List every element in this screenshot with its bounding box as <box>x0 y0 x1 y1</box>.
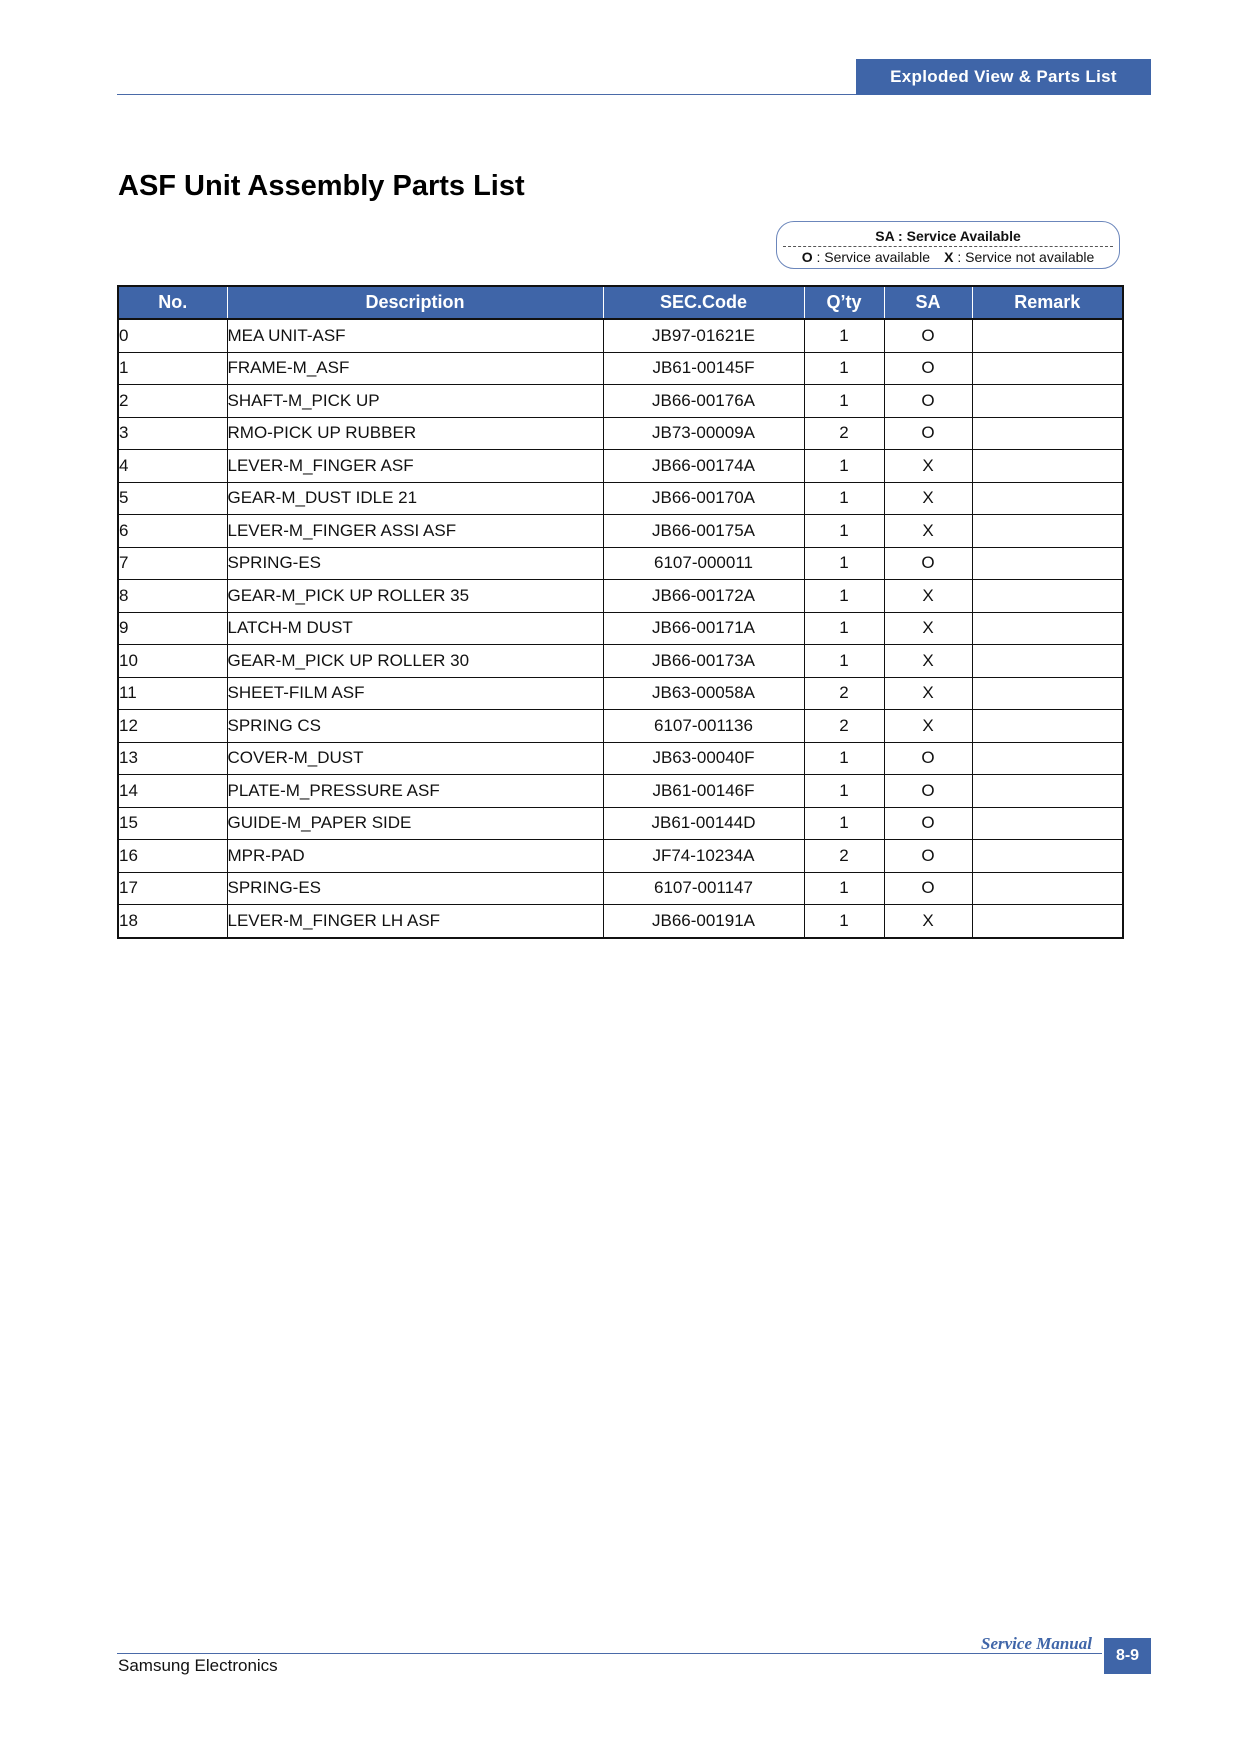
cell-sa: O <box>884 872 972 905</box>
table-row <box>118 515 1123 548</box>
table-row <box>118 352 1123 385</box>
table-row <box>118 807 1123 840</box>
cell-sa: X <box>884 677 972 710</box>
cell-description: SHEET-FILM ASF <box>227 677 603 710</box>
table-row <box>118 450 1123 483</box>
cell-remark <box>972 450 1123 483</box>
cell-description: MPR-PAD <box>227 840 603 873</box>
parts-table <box>117 285 1124 939</box>
cell-sec-code: JB63-00040F <box>603 742 804 775</box>
cell-no: 7 <box>118 547 227 580</box>
cell-qty: 1 <box>804 580 884 613</box>
cell-sec-code: JF74-10234A <box>603 840 804 873</box>
cell-no: 17 <box>118 872 227 905</box>
cell-sec-code: JB73-00009A <box>603 417 804 450</box>
cell-remark <box>972 319 1123 352</box>
cell-no: 18 <box>118 905 227 938</box>
cell-sa: X <box>884 482 972 515</box>
table-row <box>118 710 1123 743</box>
cell-description: SHAFT-M_PICK UP <box>227 385 603 418</box>
cell-qty: 1 <box>804 612 884 645</box>
cell-qty: 1 <box>804 547 884 580</box>
cell-no: 10 <box>118 645 227 678</box>
cell-remark <box>972 385 1123 418</box>
legend-o-text: : Service available <box>812 249 931 265</box>
cell-no: 9 <box>118 612 227 645</box>
cell-description: SPRING-ES <box>227 547 603 580</box>
cell-no: 13 <box>118 742 227 775</box>
cell-description: FRAME-M_ASF <box>227 352 603 385</box>
cell-sa: O <box>884 742 972 775</box>
table-row <box>118 905 1123 938</box>
cell-description: LEVER-M_FINGER ASSI ASF <box>227 515 603 548</box>
cell-remark <box>972 482 1123 515</box>
table-row <box>118 645 1123 678</box>
cell-qty: 1 <box>804 515 884 548</box>
cell-sec-code: JB66-00176A <box>603 385 804 418</box>
cell-qty: 1 <box>804 482 884 515</box>
cell-description: GEAR-M_PICK UP ROLLER 35 <box>227 580 603 613</box>
cell-sec-code: JB61-00144D <box>603 807 804 840</box>
cell-remark <box>972 515 1123 548</box>
cell-sa: X <box>884 645 972 678</box>
col-header-sa: SA <box>884 286 972 319</box>
col-header-qty: Q’ty <box>804 286 884 319</box>
cell-no: 14 <box>118 775 227 808</box>
cell-no: 11 <box>118 677 227 710</box>
cell-sec-code: JB66-00172A <box>603 580 804 613</box>
legend-title: SA : Service Available <box>875 228 1021 244</box>
cell-remark <box>972 645 1123 678</box>
cell-description: SPRING CS <box>227 710 603 743</box>
cell-remark <box>972 677 1123 710</box>
cell-sa: X <box>884 905 972 938</box>
cell-sa: O <box>884 417 972 450</box>
cell-qty: 1 <box>804 775 884 808</box>
cell-qty: 1 <box>804 319 884 352</box>
table-row <box>118 482 1123 515</box>
cell-sa: O <box>884 385 972 418</box>
cell-sa: X <box>884 450 972 483</box>
cell-remark <box>972 417 1123 450</box>
table-row <box>118 677 1123 710</box>
col-header-remark: Remark <box>972 286 1123 319</box>
table-row <box>118 319 1123 352</box>
cell-sec-code: JB66-00175A <box>603 515 804 548</box>
cell-sec-code: JB61-00145F <box>603 352 804 385</box>
cell-description: PLATE-M_PRESSURE ASF <box>227 775 603 808</box>
cell-sec-code: JB66-00174A <box>603 450 804 483</box>
cell-sec-code: JB66-00171A <box>603 612 804 645</box>
cell-sec-code: JB66-00173A <box>603 645 804 678</box>
cell-sec-code: JB97-01621E <box>603 319 804 352</box>
col-header-sec-code: SEC.Code <box>603 286 804 319</box>
legend-keys <box>777 249 1119 265</box>
table-row <box>118 775 1123 808</box>
cell-description: LATCH-M DUST <box>227 612 603 645</box>
cell-sa: X <box>884 515 972 548</box>
cell-no: 0 <box>118 319 227 352</box>
cell-sa: X <box>884 580 972 613</box>
footer-company: Samsung Electronics <box>118 1656 278 1675</box>
footer-manual-label: Service Manual <box>981 1634 1092 1653</box>
cell-remark <box>972 710 1123 743</box>
cell-qty: 1 <box>804 905 884 938</box>
parts-table-body <box>118 319 1123 938</box>
cell-sa: X <box>884 612 972 645</box>
cell-qty: 1 <box>804 807 884 840</box>
legend-o-key: O <box>801 249 813 265</box>
cell-description: RMO-PICK UP RUBBER <box>227 417 603 450</box>
cell-no: 5 <box>118 482 227 515</box>
section-title-tab: Exploded View & Parts List <box>856 59 1151 95</box>
col-header-no: No. <box>118 286 227 319</box>
cell-remark <box>972 840 1123 873</box>
cell-sa: O <box>884 840 972 873</box>
cell-no: 1 <box>118 352 227 385</box>
page-number: 8-9 <box>1104 1638 1151 1674</box>
cell-qty: 1 <box>804 872 884 905</box>
table-row <box>118 612 1123 645</box>
cell-no: 2 <box>118 385 227 418</box>
cell-no: 4 <box>118 450 227 483</box>
cell-remark <box>972 742 1123 775</box>
sa-legend <box>776 221 1120 269</box>
page-title: ASF Unit Assembly Parts List <box>118 170 525 202</box>
col-header-description: Description <box>227 286 603 319</box>
cell-no: 8 <box>118 580 227 613</box>
cell-description: LEVER-M_FINGER LH ASF <box>227 905 603 938</box>
table-row <box>118 547 1123 580</box>
table-row <box>118 742 1123 775</box>
cell-sec-code: JB66-00191A <box>603 905 804 938</box>
cell-description: COVER-M_DUST <box>227 742 603 775</box>
cell-no: 3 <box>118 417 227 450</box>
cell-no: 12 <box>118 710 227 743</box>
cell-description: SPRING-ES <box>227 872 603 905</box>
cell-remark <box>972 612 1123 645</box>
cell-remark <box>972 352 1123 385</box>
cell-sa: O <box>884 352 972 385</box>
cell-description: GEAR-M_DUST IDLE 21 <box>227 482 603 515</box>
cell-qty: 1 <box>804 450 884 483</box>
cell-remark <box>972 872 1123 905</box>
cell-qty: 1 <box>804 385 884 418</box>
cell-sa: O <box>884 547 972 580</box>
cell-description: GEAR-M_PICK UP ROLLER 30 <box>227 645 603 678</box>
cell-no: 16 <box>118 840 227 873</box>
table-row <box>118 840 1123 873</box>
cell-description: LEVER-M_FINGER ASF <box>227 450 603 483</box>
cell-qty: 1 <box>804 742 884 775</box>
cell-sa: O <box>884 319 972 352</box>
cell-sec-code: 6107-001136 <box>603 710 804 743</box>
table-header-row <box>118 286 1123 319</box>
legend-x-text: : Service not available <box>953 249 1095 265</box>
cell-sa: O <box>884 775 972 808</box>
table-row <box>118 872 1123 905</box>
footer-rule <box>117 1653 1102 1654</box>
cell-sec-code: JB63-00058A <box>603 677 804 710</box>
table-row <box>118 385 1123 418</box>
cell-remark <box>972 547 1123 580</box>
cell-remark <box>972 775 1123 808</box>
cell-remark <box>972 905 1123 938</box>
cell-description: MEA UNIT-ASF <box>227 319 603 352</box>
cell-qty: 2 <box>804 710 884 743</box>
cell-description: GUIDE-M_PAPER SIDE <box>227 807 603 840</box>
cell-sa: X <box>884 710 972 743</box>
cell-qty: 1 <box>804 352 884 385</box>
cell-qty: 1 <box>804 645 884 678</box>
cell-qty: 2 <box>804 677 884 710</box>
cell-qty: 2 <box>804 417 884 450</box>
cell-sec-code: JB61-00146F <box>603 775 804 808</box>
cell-sec-code: 6107-000011 <box>603 547 804 580</box>
legend-x-key: X <box>944 249 954 265</box>
cell-qty: 2 <box>804 840 884 873</box>
table-row <box>118 417 1123 450</box>
cell-remark <box>972 807 1123 840</box>
legend-divider <box>783 246 1113 247</box>
cell-remark <box>972 580 1123 613</box>
cell-sec-code: JB66-00170A <box>603 482 804 515</box>
table-row <box>118 580 1123 613</box>
cell-sec-code: 6107-001147 <box>603 872 804 905</box>
cell-sa: O <box>884 807 972 840</box>
cell-no: 15 <box>118 807 227 840</box>
cell-no: 6 <box>118 515 227 548</box>
